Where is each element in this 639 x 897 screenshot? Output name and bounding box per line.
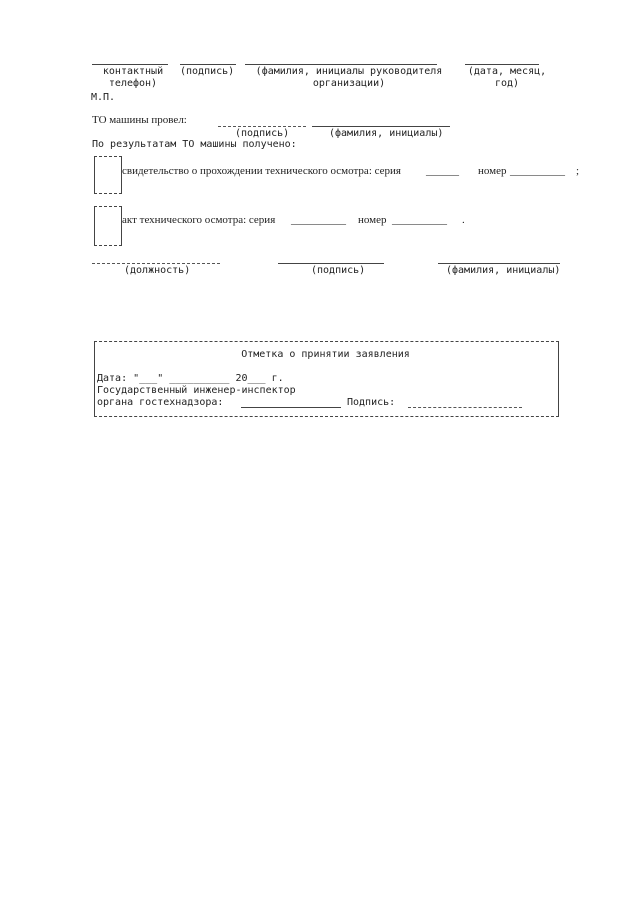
stamp-label: М.П. [91,92,116,103]
signature-caption-top: (подпись) [180,66,235,77]
inspector-label-line2: органа гостехнадзора: [97,397,224,408]
bottom-signature-line [278,263,384,264]
acceptance-signature-line[interactable] [408,407,522,408]
bottom-name-line [438,263,560,264]
manager-name-line [245,64,437,65]
inspection-name-caption: (фамилия, инициалы) [329,128,444,139]
certificate-end-mark: ; [576,165,580,177]
bottom-signature-caption: (подпись) [311,265,366,276]
inspection-signature-caption: (подпись) [235,128,290,139]
date-line [465,64,539,65]
certificate-number-field[interactable]: __________ [510,165,565,177]
certificate-series-field[interactable]: ______ [426,165,459,177]
date-caption: (дата, месяц, год) [467,66,547,89]
act-series-field[interactable]: __________ [291,214,346,226]
inspection-name-line [312,126,450,127]
act-end-mark: . [462,214,465,226]
contact-phone-caption: контактный телефон) [102,66,164,89]
signature-line [180,64,236,65]
inspection-conducted-label: ТО машины провел: [92,114,187,126]
certificate-option-text: свидетельство о прохождении технического осмотра: серия [122,165,401,177]
act-number-label: номер [358,214,387,226]
act-option-text: акт технического осмотра: серия [122,214,276,226]
certificate-number-label: номер [478,165,507,177]
inspector-label-line1: Государственный инженер-инспектор [97,385,296,396]
acceptance-title: Отметка о принятии заявления [241,349,410,360]
act-checkbox[interactable] [94,206,122,246]
position-caption: (должность) [124,265,191,276]
manager-name-caption: (фамилия, инициалы руководителя организации) [255,66,443,89]
acceptance-signature-label: Подпись: [347,397,396,408]
act-number-field[interactable]: __________ [392,214,447,226]
inspector-name-line[interactable] [241,407,341,408]
bottom-name-caption: (фамилия, инициалы) [446,265,561,276]
certificate-checkbox[interactable] [94,156,122,194]
acceptance-date-field[interactable]: Дата: "___" __________ 20___ г. [97,373,284,384]
position-line [92,263,220,264]
inspection-signature-line [218,126,306,127]
results-label: По результатам ТО машины получено: [92,139,297,150]
contact-phone-line [92,64,168,65]
